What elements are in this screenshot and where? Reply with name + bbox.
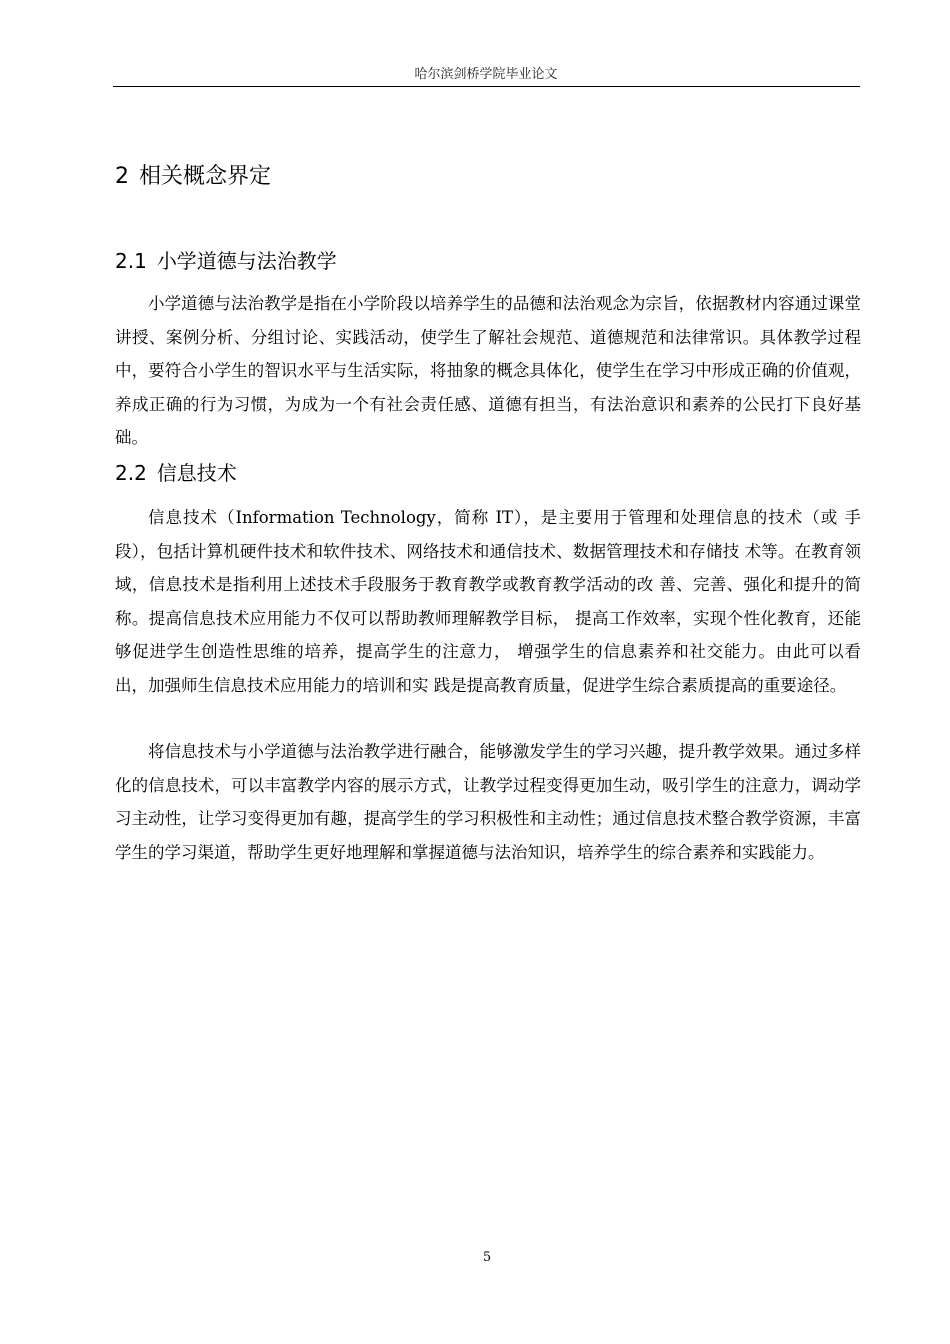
body-paragraph: 信息技术（Information Technology，简称 IT），是主要用于管理和处理信息的技术（或 手段），包括计算机硬件技术和软件技术、网络技术和通信技术、数据管理技术和存储技 术等。在教育领域，信息技术是指利用上述技术手段服务于教育教学或教育教学活动的改 善、完善、强化和提升的简称。提高信息技术应用能力不仅可以帮助教师理解教学目标， 提高工作效率，实现个性化教育，还能够促进学生创造性思维的培养，提高学生的注意力， 增强学生的信息素养和社交能力。由此可以看出，加强师生信息技术应用能力的培训和实 践是提高教育质量，促进学生综合素质提高的重要途径。	[115, 508, 861, 695]
section-title: 信息技术	[156, 461, 237, 485]
section-heading-2-2	[115, 458, 237, 488]
chapter-number: 2	[115, 164, 129, 189]
body-paragraph: 小学道德与法治教学是指在小学阶段以培养学生的品德和法治观念为宗旨，依据教材内容通过课堂讲授、案例分析、分组讨论、实践活动，使学生了解社会规范、道德规范和法律常识。具体教学过程中，要符合小学生的智识水平与生活实际，将抽象的概念具体化，使学生在学习中形成正确的价值观，养成正确的行为习惯，为成为一个有社会责任感、道德有担当，有法治意识和素养的公民打下良好基础。	[115, 294, 861, 447]
chapter-heading	[115, 160, 271, 194]
page-number: 5	[482, 1250, 492, 1265]
running-header: 哈尔滨剑桥学院毕业论文	[414, 67, 558, 82]
chapter-title: 相关概念界定	[139, 164, 272, 189]
header-rule	[113, 86, 860, 87]
section-number: 2.1	[115, 249, 147, 273]
section-title: 小学道德与法治教学	[156, 249, 337, 273]
body-paragraph: 将信息技术与小学道德与法治教学进行融合，能够激发学生的学习兴趣，提升教学效果。通过多样化的信息技术，可以丰富教学内容的展示方式，让教学过程变得更加生动，吸引学生的注意力，调动学习主动性，让学习变得更加有趣，提高学生的学习积极性和主动性；通过信息技术整合教学资源，丰富学生的学习渠道，帮助学生更好地理解和掌握道德与法治知识，培养学生的综合素养和实践能力。	[115, 742, 861, 862]
section-heading-2-1	[115, 246, 337, 276]
section-number: 2.2	[115, 461, 147, 485]
